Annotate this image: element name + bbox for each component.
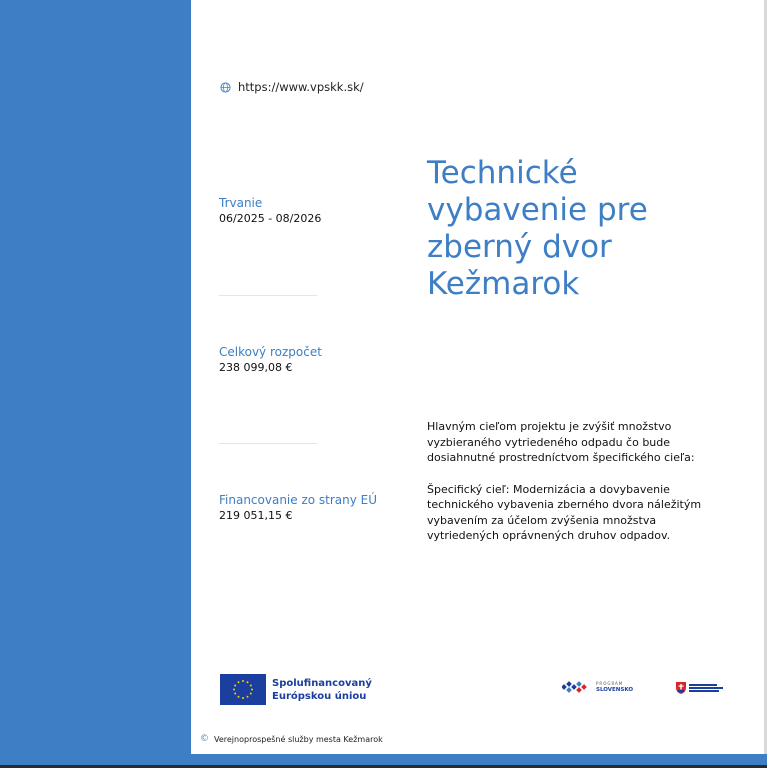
title-line-4: Kežmarok bbox=[427, 266, 580, 302]
copyright-icon: © bbox=[200, 734, 209, 744]
eu-cofinanced-text bbox=[272, 677, 372, 703]
duration-label: Trvanie bbox=[219, 196, 263, 210]
duration-value: 06/2025 - 08/2026 bbox=[219, 212, 322, 225]
specific-goal-text: Špecifický cieľ: Modernizácia a dovybavenie technického vybavenia zberného dvora náležitým vybavením za účelom zvýšenia množstva vytriedených oprávnených druhov odpadov. bbox=[427, 482, 702, 542]
eu-flag-icon bbox=[220, 674, 266, 705]
website-url-row[interactable] bbox=[220, 80, 364, 94]
government-office-logo bbox=[676, 682, 723, 694]
eu-text-line-2: Európskou úniou bbox=[272, 691, 367, 702]
program-label: PROGRAM bbox=[596, 680, 624, 686]
globe-icon bbox=[220, 82, 231, 93]
main-goal-text: Hlavným cieľom projektu je zvýšiť množstvo vyzbieraného vytriedeného odpadu čo bude dosiahnutné prostredníctvom špecifického cieľa: bbox=[427, 420, 695, 464]
project-description bbox=[427, 419, 727, 560]
eu-funding-value: 219 051,15 € bbox=[219, 509, 293, 522]
government-office-text bbox=[689, 684, 723, 692]
budget-value: 238 099,08 € bbox=[219, 361, 293, 374]
website-url[interactable]: https://www.vpskk.sk/ bbox=[238, 80, 364, 94]
title-line-1: Technické bbox=[427, 155, 578, 191]
footer-text: Verejnoprospešné služby mesta Kežmarok bbox=[214, 734, 383, 744]
footer bbox=[200, 734, 383, 744]
slovensko-label: SLOVENSKO bbox=[596, 687, 634, 693]
program-slovensko-logo bbox=[562, 680, 633, 694]
eu-funding-label: Financovanie zo strany EÚ bbox=[219, 493, 378, 507]
project-title bbox=[427, 155, 727, 303]
title-line-3: zberný dvor bbox=[427, 229, 612, 265]
program-slovensko-icon bbox=[562, 680, 592, 694]
bottom-color-bar bbox=[0, 754, 767, 768]
left-color-bar bbox=[0, 0, 191, 768]
slovak-coat-of-arms-icon bbox=[676, 682, 686, 694]
eu-text-line-1: Spolufinancovaný bbox=[272, 678, 372, 689]
title-line-2: vybavenie pre bbox=[427, 192, 648, 228]
budget-label: Celkový rozpočet bbox=[219, 345, 322, 359]
divider-2 bbox=[219, 443, 317, 444]
divider-1 bbox=[219, 295, 317, 296]
